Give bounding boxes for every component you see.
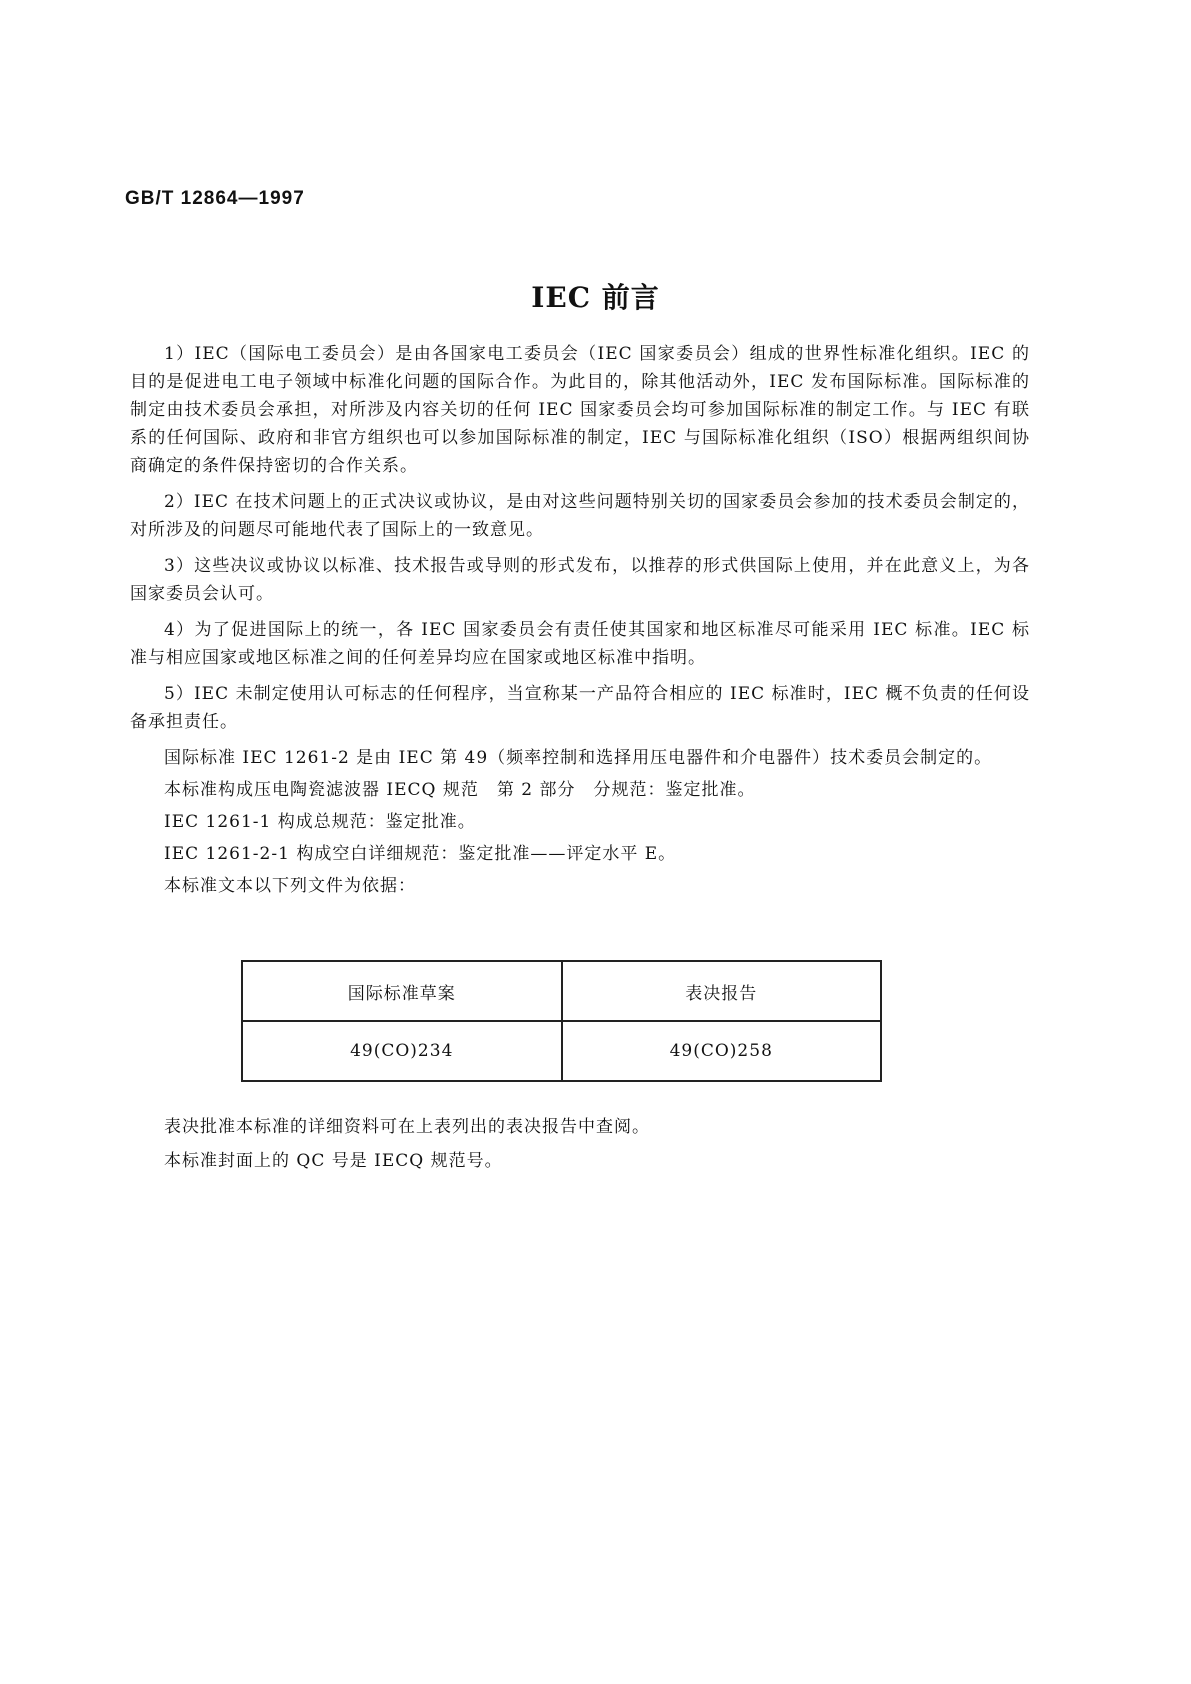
paragraph-4: 4）为了促进国际上的统一，各 IEC 国家委员会有责任使其国家和地区标准尽可能采用 IEC 标准。IEC 标准与相应国家或地区标准之间的任何差异均应在国家或地区标准中指明。 [130, 620, 1030, 668]
table-header-row [242, 961, 881, 1021]
paragraph-1: 1）IEC（国际电工委员会）是由各国家电工委员会（IEC 国家委员会）组成的世界性标准化组织。IEC 的目的是促进电工电子领域中标准化问题的国际合作。为此目的，除其他活动外，IEC 发布国际标准。国际标准的制定由技术委员会承担，对所涉及内容关切的任何 IEC 国家委员会均可参加国际标准的制定工作。与 IEC 有联系的任何国际、政府和非官方组织也可以参加国际标准的制定，IEC 与国际标准化组织（ISO）根据两组织间协商确定的条件保持密切的合作关系。 [130, 344, 1030, 476]
page-title: IEC 前言 [531, 281, 660, 314]
table-header-vote-report: 表决报告 [562, 961, 882, 1021]
closing-text [130, 1110, 1030, 1178]
body-text [130, 340, 1030, 900]
statement-line-1: 本标准构成压电陶瓷滤波器 IECQ 规范 第 2 部分 分规范：鉴定批准。 [164, 780, 756, 800]
closing-line-2: 本标准封面上的 QC 号是 IECQ 规范号。 [164, 1151, 503, 1171]
statement-line-2: IEC 1261-1 构成总规范：鉴定批准。 [164, 812, 476, 832]
table-cell-vote-report: 49(CO)258 [562, 1021, 882, 1081]
paragraph-5: 5）IEC 未制定使用认可标志的任何程序，当宣称某一产品符合相应的 IEC 标准时，IEC 概不负责的任何设备承担责任。 [130, 684, 1030, 732]
paragraph-3: 3）这些决议或协议以标准、技术报告或导则的形式发布，以推荐的形式供国际上使用，并在此意义上，为各国家委员会认可。 [130, 556, 1030, 604]
basis-documents-table [241, 960, 882, 1082]
document-code: GB/T 12864—1997 [125, 188, 305, 209]
closing-line-1: 表决批准本标准的详细资料可在上表列出的表决报告中查阅。 [164, 1117, 650, 1137]
statement-line-3: IEC 1261-2-1 构成空白详细规范：鉴定批准——评定水平 E。 [164, 844, 677, 864]
table-cell-draft: 49(CO)234 [242, 1021, 562, 1081]
table-header-draft: 国际标准草案 [242, 961, 562, 1021]
paragraph-2: 2）IEC 在技术问题上的正式决议或协议，是由对这些问题特别关切的国家委员会参加的技术委员会制定的，对所涉及的问题尽可能地代表了国际上的一致意见。 [130, 492, 1030, 540]
paragraph-6: 国际标准 IEC 1261-2 是由 IEC 第 49（频率控制和选择用压电器件和介电器件）技术委员会制定的。 [164, 748, 993, 768]
table-row [242, 1021, 881, 1081]
statement-line-4: 本标准文本以下列文件为依据： [164, 876, 416, 896]
